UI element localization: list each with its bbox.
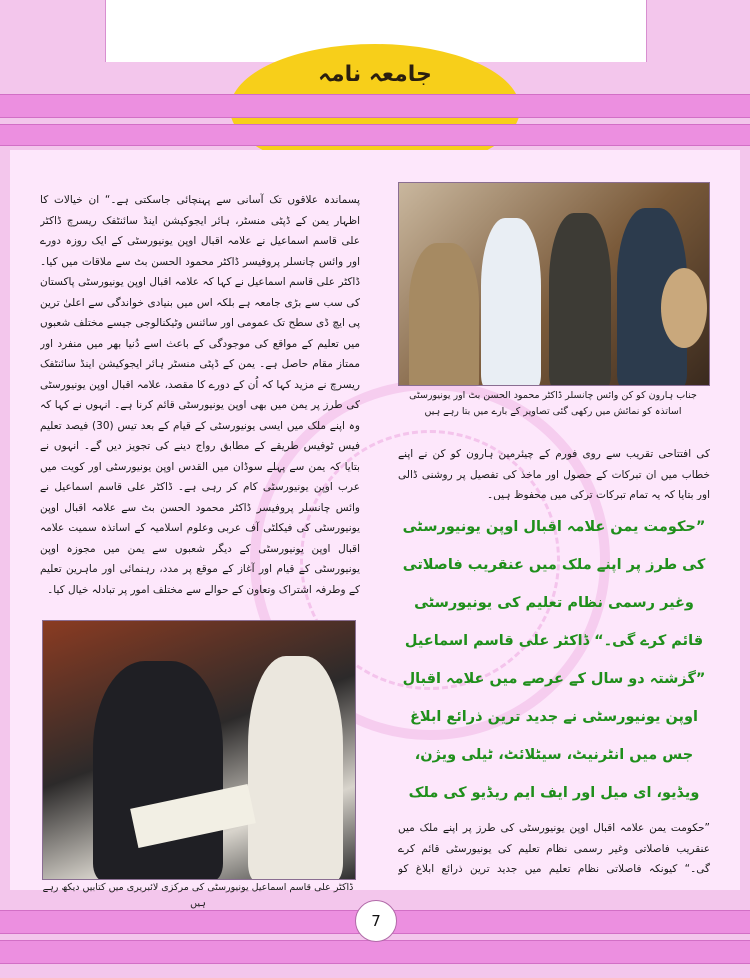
person-left-figure: [409, 243, 479, 386]
left-column-article: پسماندہ علاقوں تک آسانی سے پہنچائی جاسکتی ہے۔“ ان خیالات کا اظہار یمن کے ڈپٹی منسٹر، ہائر ایجوکیشن اینڈ سائنٹفک ریسرچ ڈاکٹر علی قاسم اسماعیل نے علامہ اقبال اوپن یونیورسٹی کے ایک روزہ دورے اور وائس چانسلر پروفیسر ڈاکٹر محمود الحسن بٹ سے ملاقات میں کیا۔ ڈاکٹر علی قاسم اسماعیل نے کہا کہ علامہ اقبال اوپن یونیورسٹی پاکستان کی سب سے بڑی جامعہ ہے بلکہ اس میں بنیادی خواندگی سے اعلیٰ ترین پی ایچ ڈی سطح تک عمومی اور سائنس وٹیکنالوجی جیسے مختلف شعبوں میں تعلیم کے مواقع کی موجودگی کے باعث اسے دُنیا بھر میں منفرد اور ممتاز مقام حاصل ہے۔ یمن کے ڈپٹی منسٹر ہائر ایجوکیشن اینڈ سائنٹفک ریسرچ نے مزید کہا کہ اُن کے دورے کا مقصد، علامہ اقبال اوپن یونیورسٹی کی طرز پر یمن میں بھی اوپن یونیورسٹی قائم کرنا ہے۔ انہوں نے کہا کہ وہ اپنے ملک میں ایسی یونیورسٹی کے قیام کے بعد تیس (30) فیصد تعلیم فیس ٹوفیس طریقے کے مطابق رواج دینے کی تجویز دیں گے۔ انہوں نے بتایا کہ یمن سے پہلے سوڈان میں القدس اوپن یونیورسٹی اور کویت میں عرب اوپن یونیورسٹی کام کر رہی ہے۔ ڈاکٹر علی قاسم اسماعیل نے وائس چانسلر پروفیسر ڈاکٹر محمود الحسن بٹ سے علامہ اقبال اوپن یونیورسٹی کی فیکلٹی آف عربی وعلوم اسلامیہ کے اساتذہ سمیت علامہ اقبال اوپن یونیورسٹی کے دیگر شعبوں سے یمن میں مجوزہ اوپن یونیورسٹی کے قیام اور آغاز کے موقع پر مدد، رہنمائی اور ماہرین تعلیم کے وطرفہ اشتراک وتعاون کے حوالے سے مختلف امور پر تبادلہ خیال کیا۔: [40, 194, 360, 596]
page-number: 7: [355, 900, 397, 942]
person-robe-figure: [248, 656, 343, 880]
footer-band-bottom: [0, 940, 750, 964]
header-band-top: [0, 94, 750, 118]
page-title: جامعہ نامہ: [318, 62, 432, 87]
library-photo-caption: ڈاکٹر علی قاسم اسماعیل یونیورسٹی کی مرکزی لائبریری میں کتابیں دیکھ رہے ہیں: [42, 882, 354, 909]
person-suit-figure: [93, 661, 223, 880]
person-shirt-figure: [481, 218, 541, 386]
library-photo: [42, 620, 356, 880]
header-band-bottom: [0, 124, 750, 146]
exhibition-photo-caption: جناب ہارون کو کن وائس چانسلر ڈاکٹر محمود الحسن بٹ اور یونیورسٹی اساتذہ کو نمائش میں رکھی گئی تصاویر کے بارے میں بتا رہے ہیں: [409, 390, 697, 417]
right-column-intro: کی افتتاحی تقریب سے روی فورم کے چیئرمین ہارون کو کن نے اپنے خطاب میں ان تبرکات کے حصول اور ماخذ کی تفصیل پر روشنی ڈالی اور بتایا کہ یہ تمام تبرکات ترکی میں محفوظ ہیں۔: [398, 448, 710, 500]
exhibition-photo: [398, 182, 710, 386]
pull-quote: ”حکومت یمن علامہ اقبال اوپن یونیورسٹی کی طرز پر اپنے ملک میں عنقریب فاصلاتی وغیر رسمی نظام تعلیم کی یونیورسٹی قائم کرے گی۔“ ڈاکٹر علی قاسم اسماعیل ”گزشتہ دو سال کے عرصے میں علامہ اقبال اوپن یونیورسٹی نے جدید ترین ذرائع ابلاغ جس میں انٹرنیٹ، سیٹلائٹ، ٹیلی ویژن، ویڈیو، ای میل اور ایف ایم ریڈیو کی ملک: [402, 519, 706, 801]
exhibit-artifact: [661, 268, 707, 348]
right-column-closing: ”حکومت یمن علامہ اقبال اوپن یونیورسٹی کی طرز پر اپنے ملک میں عنقریب فاصلاتی وغیر رسمی نظام تعلیم کی یونیورسٹی قائم کرے گی۔“ کیونکہ فاصلاتی نظام تعلیم میں جدید ترین ذرائع ابلاغ کو: [398, 822, 710, 875]
person-center-figure: [549, 213, 611, 386]
